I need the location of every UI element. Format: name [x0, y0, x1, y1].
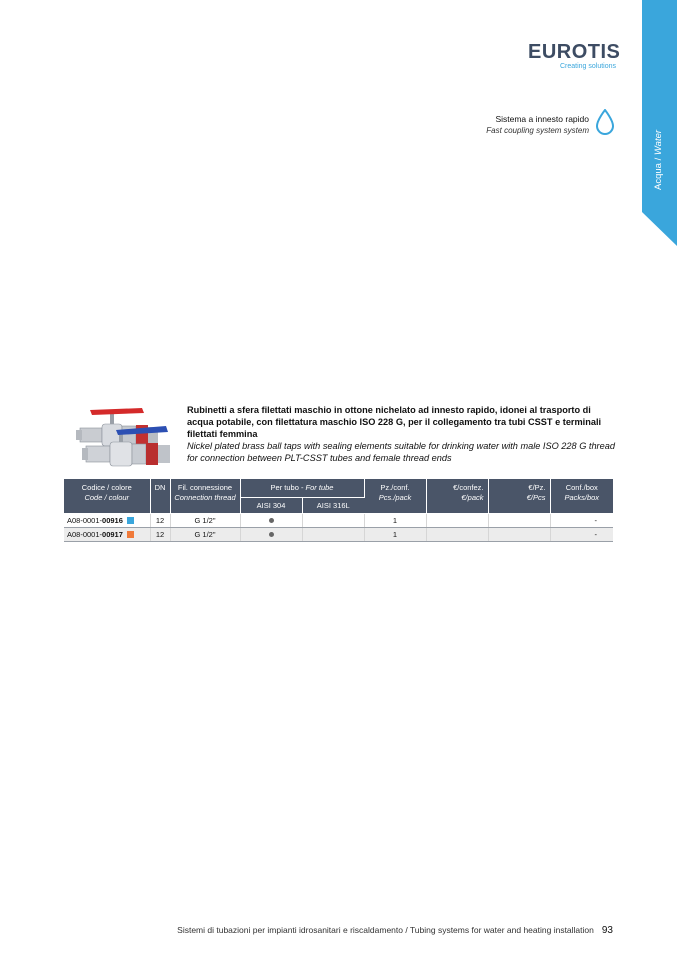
cell-eur-pz — [488, 514, 550, 528]
cell-thread: G 1/2" — [170, 514, 240, 528]
header-code: Codice / colore Code / colour — [64, 479, 150, 514]
available-dot-icon — [269, 532, 274, 537]
cell-dn: 12 — [150, 528, 170, 542]
header-pcs: Pz./conf. Pcs./pack — [364, 479, 426, 514]
product-table — [64, 479, 613, 542]
description-en: Nickel plated brass ball taps with sealing elements suitable for drinking water with male ISO 228 G thread for connection between PLT-CSST tubes and female thread ends — [187, 441, 615, 463]
system-label-en: Fast coupling system system — [486, 126, 589, 135]
cell-pcs: 1 — [364, 514, 426, 528]
ball-valve-image — [70, 402, 178, 470]
header-eur-pack: €/confez. €/pack — [426, 479, 488, 514]
logo-wordmark: EUROTIS — [528, 41, 621, 63]
page-footer — [177, 925, 613, 936]
section-tab-label: Acqua / Water — [653, 129, 664, 190]
header-tube: Per tubo - For tube — [240, 479, 364, 497]
header-aisi316: AISI 316L — [302, 497, 364, 514]
colour-swatch — [127, 517, 134, 524]
table-row — [64, 528, 613, 542]
cell-aisi304 — [240, 528, 302, 542]
cell-aisi316 — [302, 528, 364, 542]
cell-box: - — [550, 528, 613, 542]
cell-eur-pack — [426, 528, 488, 542]
cell-code: A08-0001-00916 — [64, 514, 150, 528]
system-label — [486, 114, 589, 136]
cell-pcs: 1 — [364, 528, 426, 542]
page-number: 93 — [601, 925, 613, 936]
system-label-it: Sistema a innesto rapido — [495, 114, 589, 124]
header-aisi304: AISI 304 — [240, 497, 302, 514]
cell-eur-pz — [488, 528, 550, 542]
footer-text: Sistemi di tubazioni per impianti idrosanitari e riscaldamento / Tubing systems for water and heating installation — [177, 925, 594, 935]
water-drop-icon — [595, 109, 615, 135]
cell-thread: G 1/2" — [170, 528, 240, 542]
logo-tagline: Creating solutions — [559, 63, 616, 70]
cell-code: A08-0001-00917 — [64, 528, 150, 542]
header-box: Conf./box Packs/box — [550, 479, 613, 514]
colour-swatch — [127, 531, 134, 538]
description-it: Rubinetti a sfera filettati maschio in ottone nichelato ad innesto rapido, idonei al trasporto di acqua potabile, con filettatura maschio ISO 228 G, per il collegamento tra tubi CSST e terminali filettati femmina — [187, 405, 602, 439]
header-eur-pz: €/Pz. €/Pcs — [488, 479, 550, 514]
header-thread: Fil. connessione Connection thread — [170, 479, 240, 514]
cell-dn: 12 — [150, 514, 170, 528]
cell-aisi316 — [302, 514, 364, 528]
cell-box: - — [550, 514, 613, 528]
available-dot-icon — [269, 518, 274, 523]
cell-aisi304 — [240, 514, 302, 528]
brand-logo — [528, 41, 621, 70]
header-dn: DN — [150, 479, 170, 514]
section-tab-arrow — [642, 212, 677, 246]
cell-eur-pack — [426, 514, 488, 528]
product-description — [187, 404, 617, 464]
table-row — [64, 514, 613, 528]
